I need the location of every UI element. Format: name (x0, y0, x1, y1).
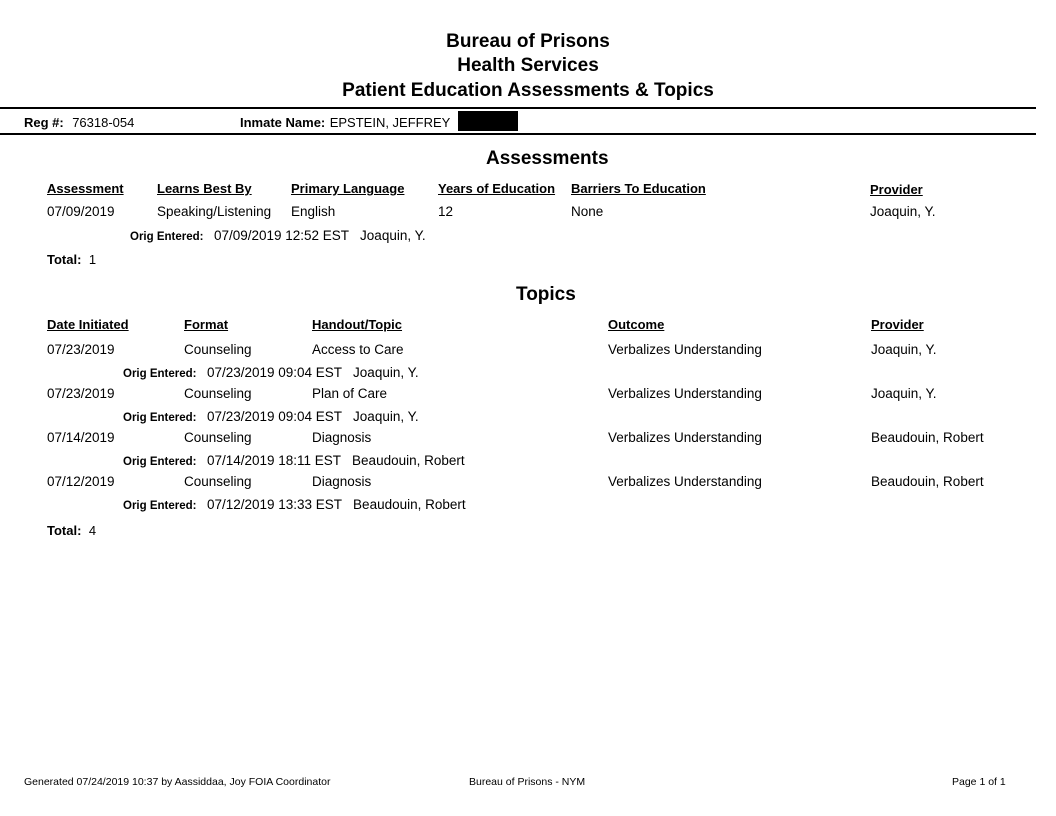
col-header-years-of-education: Years of Education (438, 181, 556, 196)
topic-handout: Plan of Care (312, 386, 388, 401)
topics-section-title: Topics (516, 284, 576, 305)
topic-date: 07/12/2019 (47, 474, 115, 489)
col-header-provider: Provider (870, 182, 923, 197)
topics-total (47, 522, 96, 540)
topic-format: Counseling (184, 430, 252, 445)
total-value: 1 (88, 252, 97, 267)
assessments-total (47, 251, 96, 269)
topic-outcome: Verbalizes Understanding (608, 474, 762, 489)
col-header-outcome: Outcome (608, 317, 665, 332)
total-value: 4 (88, 523, 97, 538)
col-header-primary-language: Primary Language (291, 181, 405, 196)
redaction-block (458, 111, 518, 131)
topic-outcome: Verbalizes Understanding (608, 386, 762, 401)
assessment-learns-best-by: Speaking/Listening (157, 204, 272, 219)
orig-entered-label: Orig Entered: (123, 456, 197, 468)
col-header-handout-topic: Handout/Topic (312, 317, 403, 332)
orig-entered-label: Orig Entered: (123, 500, 197, 512)
assessment-provider: Joaquin, Y. (870, 204, 936, 219)
orig-entered-value: 07/23/2019 09:04 EST Joaquin, Y. (206, 365, 419, 380)
orig-entered-label: Orig Entered: (130, 231, 204, 243)
topic-date: 07/14/2019 (47, 430, 115, 445)
reg-number (24, 114, 134, 132)
topic-orig-entered (123, 452, 465, 470)
topic-provider: Beaudouin, Robert (871, 430, 984, 445)
col-header-learns-best-by: Learns Best By (157, 181, 252, 196)
topic-orig-entered (123, 496, 466, 514)
topic-date: 07/23/2019 (47, 342, 115, 357)
topic-outcome: Verbalizes Understanding (608, 342, 762, 357)
reg-label: Reg #: (24, 115, 64, 130)
assessment-orig-entered (130, 227, 426, 245)
reg-value: 76318-054 (72, 115, 135, 130)
assessment-date: 07/09/2019 (47, 204, 115, 219)
col-header-date-initiated: Date Initiated (47, 317, 129, 332)
assessment-barriers: None (571, 204, 604, 219)
footer-generated: Generated 07/24/2019 10:37 by Aassiddaa, Joy FOIA Coordinator (24, 776, 331, 788)
orig-entered-value: 07/09/2019 12:52 EST Joaquin, Y. (213, 228, 426, 243)
header-top-rule (0, 107, 1036, 109)
col-header-barriers: Barriers To Education (571, 181, 706, 196)
footer-institution: Bureau of Prisons - NYM (469, 776, 586, 788)
topic-orig-entered (123, 364, 419, 382)
col-header-topic-provider: Provider (871, 317, 924, 332)
footer-page-number: Page 1 of 1 (952, 776, 1006, 788)
total-label: Total: (47, 252, 82, 267)
topic-format: Counseling (184, 386, 252, 401)
total-label: Total: (47, 523, 82, 538)
inmate-name-label: Inmate Name: (240, 115, 326, 130)
header-bottom-rule (0, 133, 1036, 135)
topic-handout: Access to Care (312, 342, 404, 357)
topic-handout: Diagnosis (312, 430, 372, 445)
topic-orig-entered (123, 408, 419, 426)
orig-entered-value: 07/14/2019 18:11 EST Beaudouin, Robert (206, 453, 465, 468)
orig-entered-value: 07/23/2019 09:04 EST Joaquin, Y. (206, 409, 419, 424)
report-title-department: Health Services (457, 55, 599, 76)
topic-handout: Diagnosis (312, 474, 372, 489)
assessments-section-title: Assessments (486, 148, 609, 169)
orig-entered-value: 07/12/2019 13:33 EST Beaudouin, Robert (206, 497, 466, 512)
topic-provider: Beaudouin, Robert (871, 474, 984, 489)
orig-entered-label: Orig Entered: (123, 368, 197, 380)
topic-provider: Joaquin, Y. (871, 342, 937, 357)
assessment-language: English (291, 204, 336, 219)
topic-date: 07/23/2019 (47, 386, 115, 401)
assessment-years: 12 (438, 204, 454, 219)
orig-entered-label: Orig Entered: (123, 412, 197, 424)
report-title: Patient Education Assessments & Topics (342, 80, 714, 101)
topic-provider: Joaquin, Y. (871, 386, 937, 401)
col-header-format: Format (184, 317, 229, 332)
topic-format: Counseling (184, 342, 252, 357)
report-title-agency: Bureau of Prisons (446, 31, 610, 52)
inmate-name (240, 114, 450, 132)
inmate-name-value: EPSTEIN, JEFFREY (329, 115, 451, 130)
topic-outcome: Verbalizes Understanding (608, 430, 762, 445)
col-header-assessment: Assessment (47, 181, 124, 196)
topic-format: Counseling (184, 474, 252, 489)
